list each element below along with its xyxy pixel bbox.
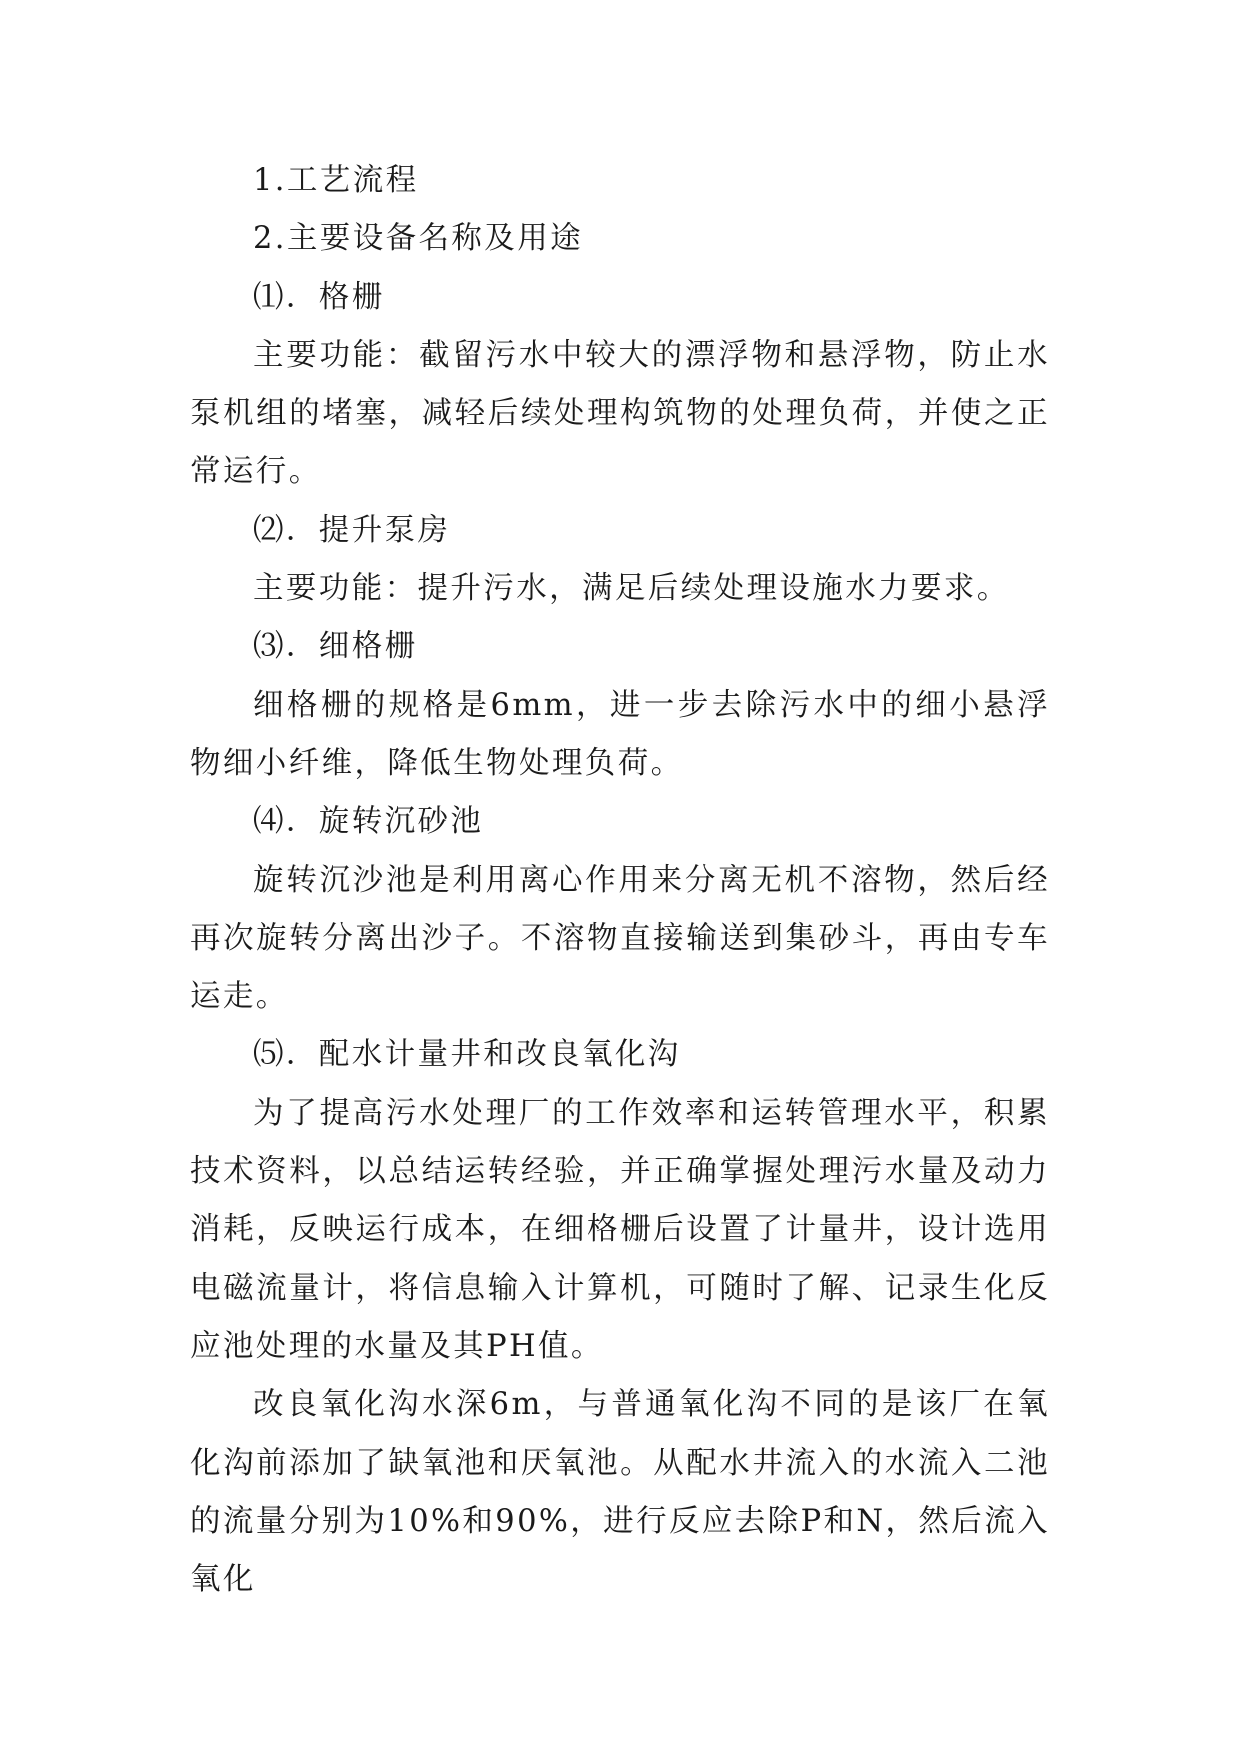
subheading-lift-pump-room: ⑵．提升泵房 [253, 512, 451, 548]
document-body [190, 152, 1050, 1609]
paragraph-oxidation-ditch: 改良氧化沟水深6m，与普通氧化沟不同的是该厂在氧化沟前添加了缺氧池和厌氧池。从配水井流入的水流入二池的流量分别为10%和90%，进行反应去除P和N，然后流入氧化 [190, 1387, 1050, 1598]
paragraph-fine-grille: 细格栅的规格是6mm，进一步去除污水中的细小悬浮物细小纤维，降低生物处理负荷。 [190, 687, 1050, 781]
subheading-fine-grille: ⑶．细格栅 [253, 629, 418, 665]
subheading-grit-chamber: ⑷．旋转沉砂池 [253, 804, 484, 840]
paragraph-grit-chamber: 旋转沉沙池是利用离心作用来分离无机不溶物，然后经再次旋转分离出沙子。不溶物直接输送到集砂斗，再由专车运走。 [190, 862, 1050, 1015]
paragraph-grille-function: 主要功能：截留污水中较大的漂浮物和悬浮物，防止水泵机组的堵塞，减轻后续处理构筑物的处理负荷，并使之正常运行。 [190, 337, 1050, 490]
paragraph-lift-pump-function: 主要功能：提升污水，满足后续处理设施水力要求。 [253, 571, 1010, 607]
subheading-grille: ⑴．格栅 [253, 279, 385, 315]
section-heading-main-equipment: 2.主要设备名称及用途 [253, 221, 583, 257]
subheading-metering-well-oxidation-ditch: ⑸．配水计量井和改良氧化沟 [253, 1037, 681, 1073]
paragraph-metering-well: 为了提高污水处理厂的工作效率和运转管理水平，积累技术资料，以总结运转经验，并正确掌握处理污水量及动力消耗，反映运行成本，在细格栅后设置了计量井，设计选用电磁流量计，将信息输入计算机，可随时了解、记录生化反应池处理的水量及其PH值。 [190, 1095, 1050, 1364]
section-heading-process-flow: 1.工艺流程 [253, 163, 419, 198]
